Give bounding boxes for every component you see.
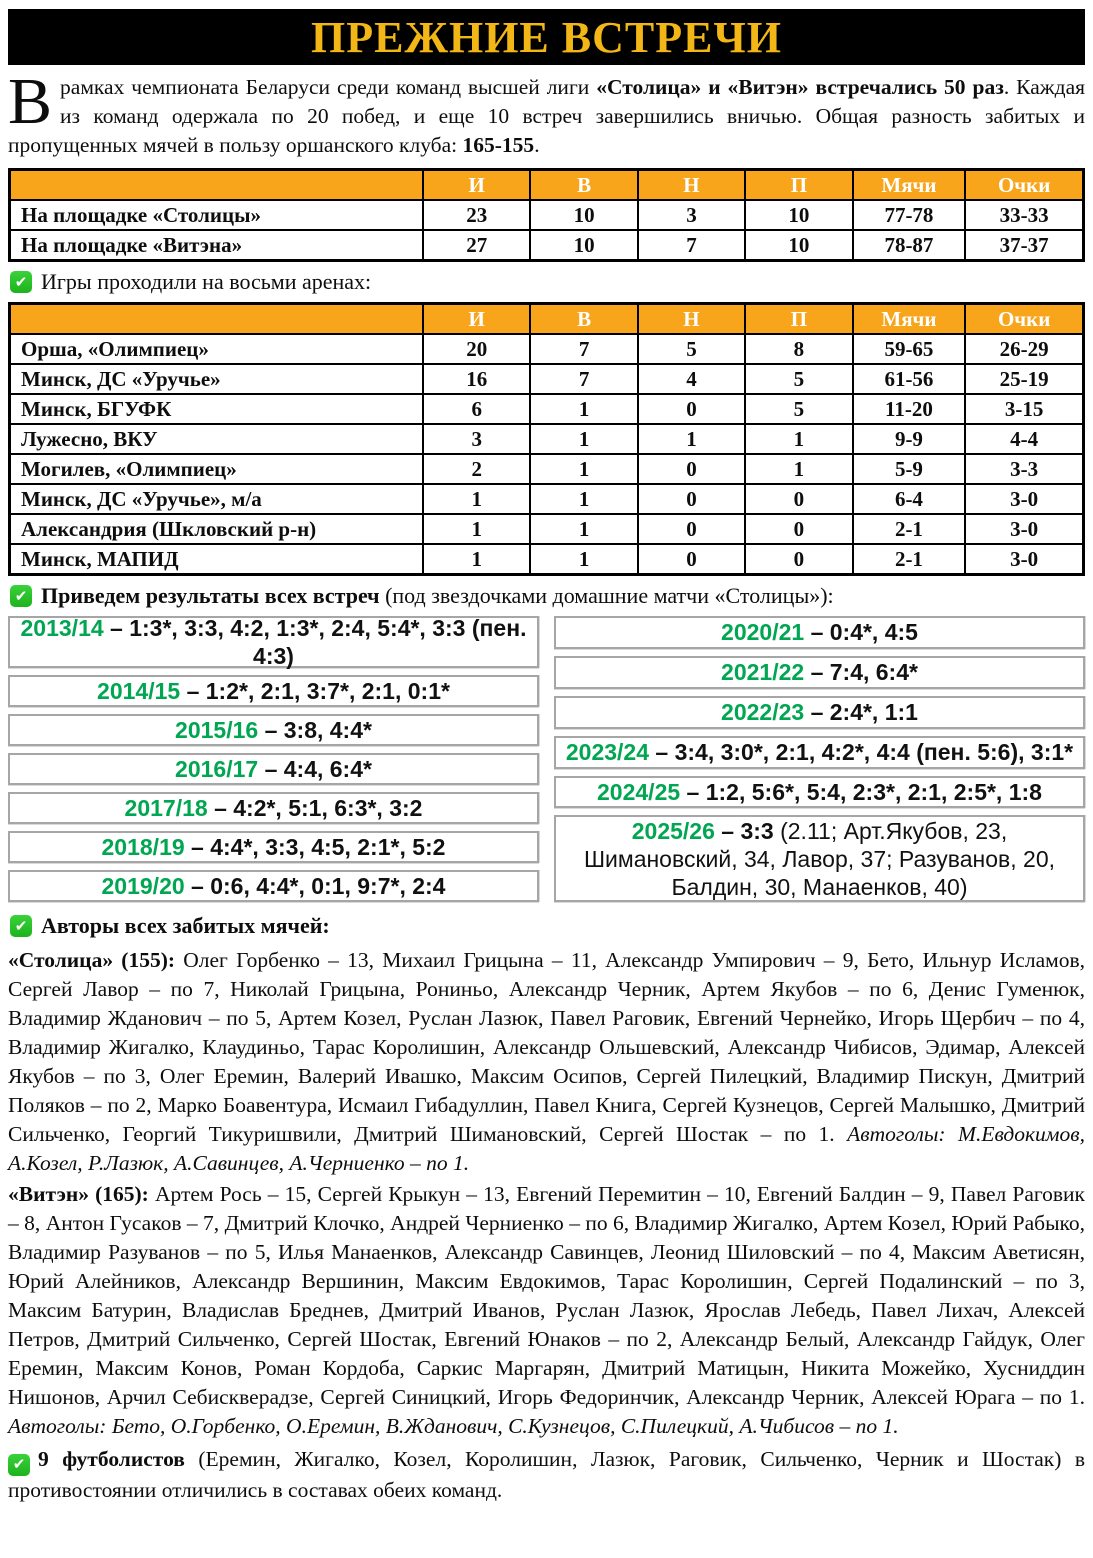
table-row bbox=[10, 424, 1084, 454]
cell: 3 bbox=[638, 200, 745, 230]
season-result-2013-14 bbox=[8, 616, 539, 668]
cell: 5 bbox=[745, 364, 852, 394]
col-header-wins: В bbox=[530, 170, 637, 201]
cell: 1 bbox=[423, 484, 530, 514]
season-label: 2024/25 bbox=[597, 778, 681, 805]
cell: 37-37 bbox=[965, 230, 1083, 261]
cell: 1 bbox=[530, 544, 637, 575]
season-result-2016-17 bbox=[8, 753, 539, 785]
intro-bold2: 165-155 bbox=[462, 133, 535, 157]
viten-scorers-paragraph bbox=[8, 1180, 1085, 1441]
season-result-2024-25 bbox=[554, 776, 1085, 809]
cell: 27 bbox=[423, 230, 530, 261]
cell: 1 bbox=[745, 454, 852, 484]
table-row bbox=[10, 230, 1084, 261]
cell: 3-3 bbox=[965, 454, 1083, 484]
cell: 1 bbox=[423, 544, 530, 575]
season-column-left bbox=[8, 616, 539, 902]
season-result-2015-16 bbox=[8, 714, 539, 746]
col-header-wins: В bbox=[530, 304, 637, 335]
cell: 10 bbox=[745, 230, 852, 261]
cell: 10 bbox=[530, 230, 637, 261]
cell: 8 bbox=[745, 334, 852, 364]
row-label: На площадке «Витэна» bbox=[10, 230, 424, 261]
results-line-rest: (под звездочками домашние матчи «Столицы»): bbox=[379, 583, 834, 608]
season-score: – 1:3*, 3:3, 4:2, 1:3*, 2:4, 5:4*, 3:3 (пен. 4:3) bbox=[110, 615, 527, 669]
summary-table bbox=[8, 168, 1085, 262]
row-label: Минск, МАПИД bbox=[10, 544, 424, 575]
col-header-losses: П bbox=[745, 170, 852, 201]
footer-bold: 9 футболистов bbox=[38, 1447, 185, 1471]
season-label: 2022/23 bbox=[721, 699, 805, 726]
cell: 2-1 bbox=[853, 514, 966, 544]
cell: 1 bbox=[530, 394, 637, 424]
cell: 33-33 bbox=[965, 200, 1083, 230]
cell: 7 bbox=[530, 334, 637, 364]
title-bar bbox=[8, 9, 1085, 65]
empty-header-cell bbox=[10, 170, 424, 201]
cell: 6 bbox=[423, 394, 530, 424]
season-score: – 1:2*, 2:1, 3:7*, 2:1, 0:1* bbox=[186, 678, 450, 704]
cell: 1 bbox=[530, 424, 637, 454]
cell: 0 bbox=[638, 394, 745, 424]
season-result-2022-23 bbox=[554, 696, 1085, 729]
row-label: Орша, «Олимпиец» bbox=[10, 334, 424, 364]
season-label: 2021/22 bbox=[721, 659, 805, 686]
check-icon: ✔ bbox=[10, 271, 32, 293]
season-label: 2018/19 bbox=[101, 834, 185, 860]
arenas-header-row bbox=[10, 304, 1084, 335]
cell: 5 bbox=[638, 334, 745, 364]
cell: 0 bbox=[745, 484, 852, 514]
cell: 5 bbox=[745, 394, 852, 424]
viten-autogoals: Автоголы: Бето, О.Горбенко, О.Еремин, В.Жданович, С.Кузнецов, С.Пилецкий, А.Чибисов – по 1. bbox=[8, 1414, 899, 1438]
cell: 23 bbox=[423, 200, 530, 230]
cell: 3 bbox=[423, 424, 530, 454]
season-score: – 1:2, 5:6*, 5:4, 2:3*, 2:1, 2:5*, 1:8 bbox=[686, 778, 1042, 805]
results-line-bold: Приведем результаты всех встреч bbox=[41, 583, 380, 608]
cell: 1 bbox=[530, 514, 637, 544]
season-score: – 2:4*, 1:1 bbox=[810, 699, 918, 726]
cell: 0 bbox=[638, 484, 745, 514]
page-title: ПРЕЖНИЕ ВСТРЕЧИ bbox=[311, 12, 782, 62]
cell: 3-0 bbox=[965, 514, 1083, 544]
row-label: Минск, ДС «Уручье», м/а bbox=[10, 484, 424, 514]
cell: 2-1 bbox=[853, 544, 966, 575]
cell: 61-56 bbox=[853, 364, 966, 394]
cell: 1 bbox=[423, 514, 530, 544]
season-result-2018-19 bbox=[8, 831, 539, 863]
cell: 1 bbox=[530, 484, 637, 514]
table-row bbox=[10, 334, 1084, 364]
intro-seg3: . bbox=[534, 133, 540, 157]
cell: 10 bbox=[745, 200, 852, 230]
col-header-draws: Н bbox=[638, 170, 745, 201]
cell: 2 bbox=[423, 454, 530, 484]
row-label: Минск, ДС «Уручье» bbox=[10, 364, 424, 394]
col-header-goals: Мячи bbox=[853, 304, 966, 335]
stolitsa-autogoals: Автоголы: М.Евдокимов, А.Козел, Р.Лазюк, А.Савинцев, А.Черниенко – по 1. bbox=[8, 1122, 1085, 1175]
cell: 1 bbox=[745, 424, 852, 454]
intro-bold1: «Столица» и «Витэн» встречались 50 раз bbox=[596, 75, 1004, 99]
arenas-line bbox=[10, 268, 1085, 296]
cell: 4-4 bbox=[965, 424, 1083, 454]
season-label: 2015/16 bbox=[175, 717, 259, 743]
intro-seg1: рамках чемпионата Беларуси среди команд высшей лиги bbox=[60, 75, 597, 99]
season-results-grid bbox=[8, 616, 1085, 902]
cell: 0 bbox=[638, 544, 745, 575]
cell: 16 bbox=[423, 364, 530, 394]
table-row bbox=[10, 394, 1084, 424]
cell: 3-0 bbox=[965, 544, 1083, 575]
cell: 77-78 bbox=[853, 200, 966, 230]
row-label: Минск, БГУФК bbox=[10, 394, 424, 424]
cell: 1 bbox=[638, 424, 745, 454]
check-icon: ✔ bbox=[8, 1454, 30, 1476]
footer-line bbox=[8, 1445, 1085, 1505]
col-header-games: И bbox=[423, 304, 530, 335]
results-line bbox=[10, 582, 1085, 610]
table-row bbox=[10, 544, 1084, 575]
season-score: – 4:2*, 5:1, 6:3*, 3:2 bbox=[214, 795, 423, 821]
cell: 11-20 bbox=[853, 394, 966, 424]
cell: 59-65 bbox=[853, 334, 966, 364]
season-label: 2017/18 bbox=[124, 795, 208, 821]
season-result-2019-20 bbox=[8, 870, 539, 902]
cell: 1 bbox=[530, 454, 637, 484]
season-label: 2020/21 bbox=[721, 619, 805, 646]
viten-list: Артем Рось – 15, Сергей Крыкун – 13, Евгений Перемитин – 10, Евгений Балдин – 9, Павел Раговик – 8, Антон Гусаков – 7, Дмитрий Клочко, Андрей Черниенко – по 6, Владимир Жигалко, Артем Козел, Юрий Рабыко, Владимир Разуванов – по 5, Илья Манаенков, Александр Савинцев, Леонид Шиловский – по 4, Максим Аветисян, Юрий Алейников, Александр Вершинин, Максим Евдокимов, Тарас Королишин, Сергей Подалинский – по 3, Максим Батурин, Владислав Бреднев, Дмитрий Иванов, Руслан Лазюк, Ярослав Лебедь, Павел Лихач, Алексей Петров, Дмитрий Сильченко, Сергей Шостак, Евгений Юнаков – по 2, Александр Белый, Александр Гайдук, Олег Еремин, Максим Конов, Роман Кордоба, Саркис Маргарян, Дмитрий Матицын, Никита Можейко, Хусниддин Нишонов, Арчил Себискверадзе, Сергей Синицкий, Игорь Федоринчик, Александр Черник, Алексей Юрага – по 1. bbox=[8, 1182, 1085, 1409]
col-header-games: И bbox=[423, 170, 530, 201]
intro-seg2: . Каждая из команд одержала по 20 побед, и еще 10 встреч завершились вничью. Общая разность забитых и пропущенных мячей в пользу оршанского клуба: bbox=[8, 75, 1085, 157]
results-line-text bbox=[41, 582, 834, 610]
empty-header-cell bbox=[10, 304, 424, 335]
row-label: Могилев, «Олимпиец» bbox=[10, 454, 424, 484]
cell: 20 bbox=[423, 334, 530, 364]
season-score: – 0:4*, 4:5 bbox=[810, 619, 918, 646]
cell: 3-15 bbox=[965, 394, 1083, 424]
season-label: 2019/20 bbox=[101, 873, 185, 899]
arenas-table bbox=[8, 302, 1085, 576]
cell: 4 bbox=[638, 364, 745, 394]
cell: 25-19 bbox=[965, 364, 1083, 394]
table-row bbox=[10, 454, 1084, 484]
col-header-points: Очки bbox=[965, 170, 1083, 201]
cell: 6-4 bbox=[853, 484, 966, 514]
cell: 26-29 bbox=[965, 334, 1083, 364]
stolitsa-scorers-paragraph bbox=[8, 946, 1085, 1178]
check-icon: ✔ bbox=[10, 915, 32, 937]
summary-header-row bbox=[10, 170, 1084, 201]
drop-cap: В bbox=[8, 65, 53, 138]
scorers-heading-text: Авторы всех забитых мячей: bbox=[41, 913, 330, 938]
col-header-points: Очки bbox=[965, 304, 1083, 335]
arenas-line-text: Игры проходили на восьми аренах: bbox=[41, 269, 372, 294]
season-label: 2013/14 bbox=[20, 615, 104, 641]
table-row bbox=[10, 200, 1084, 230]
season-result-2020-21 bbox=[554, 616, 1085, 649]
table-row bbox=[10, 364, 1084, 394]
viten-lead: «Витэн» (165): bbox=[8, 1182, 149, 1206]
scorers-heading bbox=[10, 912, 1085, 940]
season-result-2021-22 bbox=[554, 656, 1085, 689]
season-score: – 4:4, 6:4* bbox=[264, 756, 372, 782]
season-label: 2016/17 bbox=[175, 756, 259, 782]
cell: 7 bbox=[530, 364, 637, 394]
season-score: – 3:8, 4:4* bbox=[264, 717, 372, 743]
table-row bbox=[10, 514, 1084, 544]
table-row bbox=[10, 484, 1084, 514]
stolitsa-lead: «Столица» (155): bbox=[8, 948, 176, 972]
row-label: Лужесно, ВКУ bbox=[10, 424, 424, 454]
season-score: – 0:6, 4:4*, 0:1, 9:7*, 2:4 bbox=[191, 873, 446, 899]
season-score: – 3:3 bbox=[721, 817, 774, 844]
cell: 9-9 bbox=[853, 424, 966, 454]
season-result-2025-26 bbox=[554, 815, 1085, 902]
row-label: На площадке «Столицы» bbox=[10, 200, 424, 230]
check-icon: ✔ bbox=[10, 585, 32, 607]
season-result-2014-15 bbox=[8, 675, 539, 707]
intro-paragraph bbox=[8, 65, 1085, 160]
season-label: 2023/24 bbox=[565, 739, 650, 766]
cell: 0 bbox=[745, 514, 852, 544]
cell: 5-9 bbox=[853, 454, 966, 484]
season-score: – 4:4*, 3:3, 4:5, 2:1*, 5:2 bbox=[191, 834, 446, 860]
season-extra: (2.11; Арт.Якубов, 23, Шимановский, 34, Лавор, 37; Разуванов, 20, Балдин, 30, Манаенков, 40) bbox=[583, 817, 1056, 900]
cell: 7 bbox=[638, 230, 745, 261]
season-label: 2014/15 bbox=[97, 678, 181, 704]
col-header-losses: П bbox=[745, 304, 852, 335]
season-score: – 7:4, 6:4* bbox=[810, 659, 918, 686]
stolitsa-list: Олег Горбенко – 13, Михаил Грицына – 11, Александр Умпирович – 9, Бето, Ильнур Исламов, Сергей Лавор – по 7, Николай Грицына, Рониньо, Александр Черник, Артем Якубов – по 6, Денис Гуменюк, Владимир Жданович – по 5, Артем Козел, Руслан Лазюк, Павел Раговик, Евгений Чернейко, Игорь Щербич – по 4, Владимир Жигалко, Клаудиньо, Тарас Королишин, Александр Ольшевский, Александр Чибисов, Эдимар, Алексей Якубов – по 3, Олег Еремин, Валерий Ивашко, Максим Осипов, Сергей Пилецкий, Владимир Пискун, Дмитрий Поляков – по 2, Марко Боавентура, Исмаил Гибадуллин, Павел Книга, Сергей Кузнецов, Сергей Малышко, Дмитрий Сильченко, Георгий Тикуришвили, Дмитрий Шимановский, Сергей Шостак – по 1. bbox=[8, 948, 1085, 1146]
season-result-2017-18 bbox=[8, 792, 539, 824]
cell: 0 bbox=[638, 454, 745, 484]
season-score: – 3:4, 3:0*, 2:1, 4:2*, 4:4 (пен. 5:6), 3:1* bbox=[655, 739, 1074, 766]
col-header-draws: Н bbox=[638, 304, 745, 335]
season-result-2023-24 bbox=[554, 736, 1085, 769]
cell: 78-87 bbox=[853, 230, 966, 261]
col-header-goals: Мячи bbox=[853, 170, 966, 201]
cell: 0 bbox=[638, 514, 745, 544]
season-label: 2025/26 bbox=[631, 817, 715, 844]
cell: 0 bbox=[745, 544, 852, 575]
season-column-right bbox=[554, 616, 1085, 902]
cell: 10 bbox=[530, 200, 637, 230]
cell: 3-0 bbox=[965, 484, 1083, 514]
row-label: Александрия (Шкловский р-н) bbox=[10, 514, 424, 544]
footer-text: (Еремин, Жигалко, Козел, Королишин, Лазюк, Раговик, Сильченко, Черник и Шостак) в противостоянии отличились в составах обеих команд. bbox=[8, 1447, 1085, 1502]
